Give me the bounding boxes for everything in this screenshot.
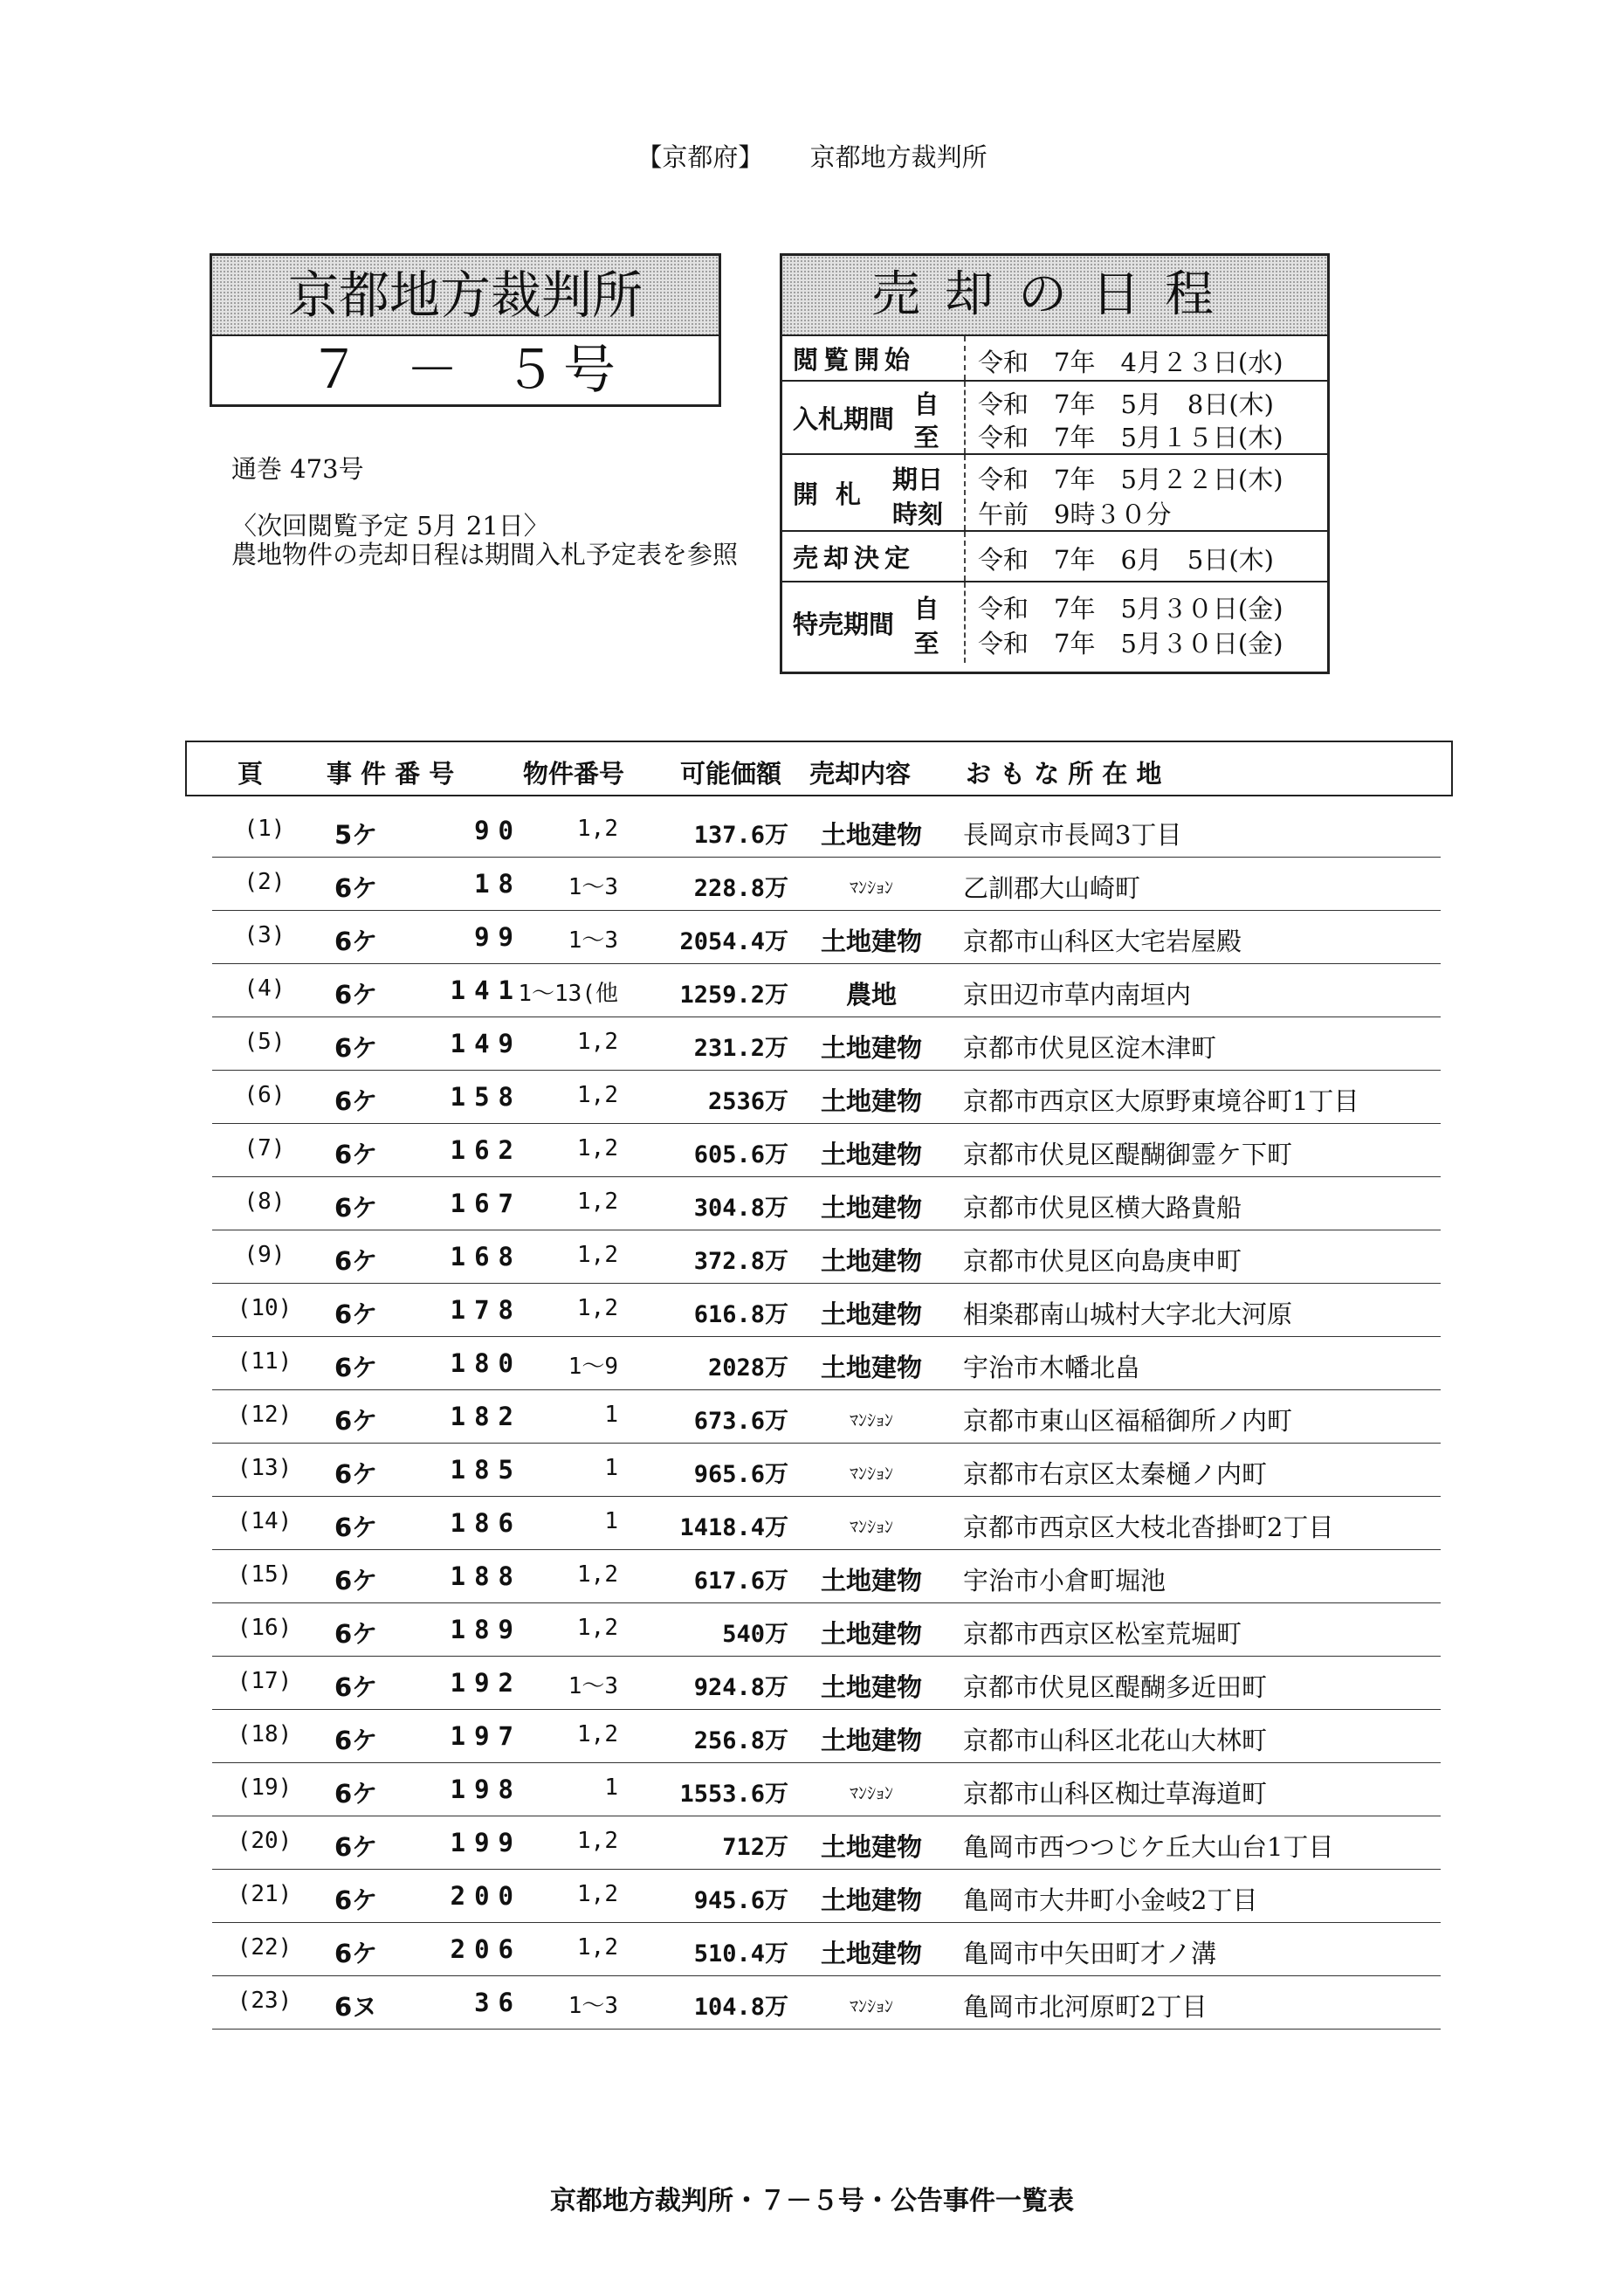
- row-case-number: 178: [450, 1295, 522, 1325]
- table-row: [212, 1496, 1441, 1550]
- row-case-number: 188: [450, 1561, 522, 1591]
- farmland-note: 農地物件の売却日程は期間入札予定表を参照: [231, 540, 739, 569]
- row-case-prefix: 6ヌ: [334, 1992, 378, 2022]
- row-case-prefix: 6ケ: [334, 1726, 378, 1755]
- row-sale-type: 土地建物: [820, 1140, 922, 1169]
- header-price: 可能価額: [680, 759, 782, 789]
- issue-number-a: ７: [308, 340, 368, 401]
- row-price: 510.4万: [693, 1940, 788, 1968]
- row-case-prefix: 6ケ: [334, 1299, 378, 1329]
- schedule-sublabel: 期日: [891, 465, 943, 494]
- schedule-row-viewing: [782, 336, 1327, 382]
- row-item-numbers: 1,2: [577, 816, 618, 842]
- row-sale-type: 農地: [845, 980, 897, 1010]
- row-location: 京都市伏見区醍醐御霊ケ下町: [963, 1140, 1293, 1169]
- schedule-value: 令和 7年 5月３０日(金): [978, 629, 1283, 658]
- row-case-number: 192: [450, 1668, 522, 1698]
- row-item-numbers: 1,2: [577, 1934, 618, 1961]
- row-sale-type: 土地建物: [820, 1939, 922, 1968]
- row-case-number: 99: [474, 922, 522, 952]
- row-price: 712万: [722, 1834, 788, 1861]
- row-location: 京田辺市草内南垣内: [963, 980, 1192, 1010]
- row-price: 2536万: [707, 1088, 788, 1115]
- table-row: [212, 1070, 1441, 1124]
- row-item-numbers: 1～3: [568, 927, 618, 954]
- row-item-numbers: 1: [604, 1402, 618, 1428]
- row-price: 617.6万: [693, 1568, 788, 1595]
- row-page: (22): [237, 1934, 292, 1961]
- row-item-numbers: 1,2: [577, 1295, 618, 1321]
- row-case-number: 186: [450, 1508, 522, 1538]
- table-row: [212, 1975, 1441, 2030]
- row-case-number: 197: [450, 1721, 522, 1751]
- schedule-sublabel: 自: [913, 594, 939, 624]
- row-item-numbers: 1,2: [577, 1828, 618, 1854]
- row-page: (5): [244, 1029, 286, 1055]
- schedule-sublabel: 至: [913, 629, 939, 658]
- volume-number: 通巻 473号: [231, 454, 364, 484]
- row-item-numbers: 1,2: [577, 1082, 618, 1108]
- row-page: (11): [237, 1348, 292, 1375]
- row-item-numbers: 1～9: [568, 1354, 618, 1380]
- schedule-label: 入札期間: [793, 403, 895, 434]
- row-item-numbers: 1～3: [568, 1993, 618, 2019]
- table-row: [212, 1656, 1441, 1710]
- schedule-row-opening: [782, 455, 1327, 532]
- header-item-number: 物件番号: [523, 759, 625, 789]
- row-case-number: 206: [450, 1934, 522, 1964]
- row-item-numbers: 1～13(他: [518, 981, 618, 1007]
- row-sale-type: 土地建物: [820, 1033, 922, 1063]
- row-case-number: 168: [450, 1242, 522, 1271]
- schedule-value: 令和 7年 5月 8日(木): [978, 389, 1274, 419]
- row-page: (2): [244, 869, 286, 895]
- row-sale-type: 土地建物: [820, 1832, 922, 1862]
- row-sale-type: ﾏﾝｼｮﾝ: [850, 1516, 893, 1537]
- row-case-prefix: 6ケ: [334, 1086, 378, 1116]
- row-case-prefix: 6ケ: [334, 927, 378, 956]
- row-sale-type: ﾏﾝｼｮﾝ: [850, 1995, 893, 2016]
- row-price: 2028万: [707, 1354, 788, 1382]
- row-case-number: 36: [474, 1988, 522, 2017]
- row-price: 924.8万: [693, 1674, 788, 1701]
- row-case-prefix: 6ケ: [334, 1353, 378, 1382]
- issue-number: [212, 336, 719, 404]
- table-row: [212, 963, 1441, 1017]
- row-item-numbers: 1: [604, 1508, 618, 1534]
- page-header: [0, 138, 1624, 174]
- row-case-number: 167: [450, 1189, 522, 1218]
- table-row: [212, 1443, 1441, 1497]
- row-page: (23): [237, 1988, 292, 2014]
- row-location: 乙訓郡大山崎町: [963, 873, 1141, 903]
- row-case-number: 158: [450, 1082, 522, 1112]
- row-case-number: 182: [450, 1402, 522, 1431]
- row-price: 104.8万: [693, 1994, 788, 2021]
- row-case-prefix: 6ケ: [334, 1406, 378, 1436]
- row-case-prefix: 6ケ: [334, 1193, 378, 1223]
- table-row: [212, 1230, 1441, 1284]
- court-name: 京都地方裁判所: [212, 256, 719, 336]
- row-sale-type: ﾏﾝｼｮﾝ: [850, 1409, 893, 1430]
- header-location: お も な 所 在 地: [966, 759, 1162, 789]
- row-sale-type: ﾏﾝｼｮﾝ: [850, 1782, 893, 1803]
- row-case-number: 185: [450, 1455, 522, 1485]
- row-sale-type: 土地建物: [820, 820, 922, 850]
- row-case-prefix: 6ケ: [334, 1672, 378, 1702]
- row-location: 相楽郡南山城村大字北大河原: [963, 1299, 1293, 1329]
- row-page: (16): [237, 1615, 292, 1641]
- table-row: [212, 1816, 1441, 1870]
- row-price: 1259.2万: [679, 982, 788, 1009]
- row-location: 宇治市木幡北畠: [963, 1353, 1141, 1382]
- table-row: [212, 1283, 1441, 1337]
- row-price: 372.8万: [693, 1248, 788, 1275]
- issue-number-dash: －: [406, 340, 465, 401]
- row-price: 231.2万: [693, 1035, 788, 1062]
- header-case-number: 事 件 番 号: [327, 759, 455, 789]
- row-case-number: 189: [450, 1615, 522, 1644]
- row-case-prefix: 6ケ: [334, 1566, 378, 1595]
- row-case-prefix: 6ケ: [334, 1459, 378, 1489]
- schedule-value: 午前 9時３０分: [978, 500, 1172, 529]
- row-sale-type: 土地建物: [820, 1619, 922, 1649]
- row-case-prefix: 6ケ: [334, 1779, 378, 1809]
- row-price: 256.8万: [693, 1727, 788, 1754]
- row-sale-type: 土地建物: [820, 1086, 922, 1116]
- row-page: (6): [244, 1082, 286, 1108]
- row-sale-type: 土地建物: [820, 1672, 922, 1702]
- row-location: 亀岡市北河原町2丁目: [963, 1992, 1208, 2022]
- table-row: [212, 803, 1441, 858]
- row-location: 京都市伏見区向島庚申町: [963, 1246, 1242, 1276]
- page-footer: 京都地方裁判所・７－５号・公告事件一覧表: [550, 2186, 1074, 2216]
- schedule-title: 売却の日程: [782, 256, 1327, 336]
- row-case-number: 200: [450, 1881, 522, 1911]
- row-sale-type: 土地建物: [820, 927, 922, 956]
- table-row: [212, 1762, 1441, 1816]
- row-item-numbers: 1,2: [577, 1721, 618, 1747]
- row-location: 京都市右京区太秦樋ノ内町: [963, 1459, 1268, 1489]
- row-item-numbers: 1,2: [577, 1242, 618, 1268]
- schedule-value: 令和 7年 5月３０日(金): [978, 594, 1283, 624]
- schedule-label: 売却決定: [793, 542, 916, 573]
- row-location: 亀岡市西つつじケ丘大山台1丁目: [963, 1832, 1334, 1862]
- row-case-prefix: 6ケ: [334, 1246, 378, 1276]
- schedule-row-decision: [782, 532, 1327, 582]
- row-price: 2054.4万: [679, 928, 788, 955]
- row-page: (19): [237, 1775, 292, 1801]
- row-case-number: 141: [450, 975, 522, 1005]
- row-location: 京都市西京区大枝北沓掛町2丁目: [963, 1513, 1334, 1542]
- row-page: (20): [237, 1828, 292, 1854]
- row-sale-type: 土地建物: [820, 1246, 922, 1276]
- schedule-value: 令和 7年 6月 5日(木): [978, 545, 1274, 575]
- table-row: [212, 910, 1441, 964]
- schedule-row-bidding: [782, 382, 1327, 455]
- row-location: 京都市伏見区醍醐多近田町: [963, 1672, 1268, 1702]
- row-page: (1): [244, 816, 286, 842]
- row-case-prefix: 6ケ: [334, 1033, 378, 1063]
- table-header: [185, 741, 1453, 796]
- row-page: (15): [237, 1561, 292, 1588]
- schedule-sublabel: 自: [913, 389, 939, 419]
- row-case-prefix: 6ケ: [334, 873, 378, 903]
- row-page: (7): [244, 1135, 286, 1161]
- row-location: 宇治市小倉町堀池: [963, 1566, 1166, 1595]
- row-location: 京都市山科区北花山大林町: [963, 1726, 1268, 1755]
- row-case-number: 199: [450, 1828, 522, 1857]
- row-item-numbers: 1～3: [568, 1673, 618, 1699]
- court-title-box: [210, 253, 721, 407]
- table-row: [212, 1176, 1441, 1230]
- row-page: (4): [244, 975, 286, 1002]
- row-case-number: 18: [474, 869, 522, 899]
- table-row: [212, 1922, 1441, 1976]
- row-location: 長岡京市長岡3丁目: [963, 820, 1182, 850]
- row-item-numbers: 1～3: [568, 874, 618, 900]
- header-page: 頁: [237, 759, 264, 789]
- row-price: 1418.4万: [679, 1514, 788, 1541]
- row-page: (18): [237, 1721, 292, 1747]
- table-row: [212, 1869, 1441, 1923]
- row-price: 673.6万: [693, 1408, 788, 1435]
- row-price: 137.6万: [693, 822, 788, 849]
- row-sale-type: 土地建物: [820, 1353, 922, 1382]
- schedule-label: 開札: [793, 479, 879, 509]
- row-item-numbers: 1,2: [577, 1135, 618, 1161]
- row-page: (13): [237, 1455, 292, 1481]
- row-price: 228.8万: [693, 875, 788, 902]
- table-row: [212, 1389, 1441, 1444]
- next-viewing-note: 〈次回閲覧予定 5月 21日〉: [231, 511, 549, 541]
- row-case-number: 180: [450, 1348, 522, 1378]
- table-row: [212, 1602, 1441, 1657]
- schedule-value: 令和 7年 4月２３日(水): [978, 348, 1283, 377]
- table-row: [212, 1123, 1441, 1177]
- schedule-sublabel: 至: [913, 423, 939, 452]
- row-case-prefix: 6ケ: [334, 1939, 378, 1968]
- row-case-number: 198: [450, 1775, 522, 1804]
- row-location: 京都市山科区大宅岩屋殿: [963, 927, 1242, 956]
- row-case-prefix: 6ケ: [334, 1885, 378, 1915]
- row-location: 京都市西京区大原野東境谷町1丁目: [963, 1086, 1359, 1116]
- table-row: [212, 1017, 1441, 1071]
- row-sale-type: 土地建物: [820, 1193, 922, 1223]
- row-item-numbers: 1,2: [577, 1561, 618, 1588]
- row-case-prefix: 6ケ: [334, 980, 378, 1010]
- row-sale-type: 土地建物: [820, 1726, 922, 1755]
- schedule-row-special: [782, 582, 1327, 663]
- row-location: 京都市山科区椥辻草海道町: [963, 1779, 1268, 1809]
- row-price: 616.8万: [693, 1301, 788, 1328]
- row-price: 304.8万: [693, 1195, 788, 1222]
- header-court: 京都地方裁判所: [809, 142, 987, 172]
- row-case-prefix: 6ケ: [334, 1832, 378, 1862]
- issue-number-b: ５号: [504, 340, 623, 401]
- schedule-value: 令和 7年 5月２２日(木): [978, 465, 1283, 494]
- sale-schedule-box: [780, 253, 1330, 674]
- row-case-number: 90: [474, 816, 522, 845]
- row-case-prefix: 5ケ: [334, 820, 378, 850]
- row-page: (21): [237, 1881, 292, 1907]
- table-row: [212, 1709, 1441, 1763]
- row-item-numbers: 1,2: [577, 1881, 618, 1907]
- row-location: 亀岡市大井町小金岐2丁目: [963, 1885, 1258, 1915]
- row-case-number: 162: [450, 1135, 522, 1165]
- row-price: 540万: [722, 1621, 788, 1648]
- row-location: 京都市伏見区淀木津町: [963, 1033, 1217, 1063]
- schedule-value: 令和 7年 5月１５日(木): [978, 423, 1283, 452]
- row-page: (3): [244, 922, 286, 948]
- row-case-prefix: 6ケ: [334, 1619, 378, 1649]
- row-sale-type: 土地建物: [820, 1885, 922, 1915]
- row-case-number: 149: [450, 1029, 522, 1058]
- row-item-numbers: 1,2: [577, 1189, 618, 1215]
- row-sale-type: 土地建物: [820, 1299, 922, 1329]
- table-row: [212, 1336, 1441, 1390]
- row-location: 京都市伏見区横大路貴船: [963, 1193, 1242, 1223]
- row-page: (10): [237, 1295, 292, 1321]
- schedule-label: 特売期間: [793, 609, 895, 639]
- row-page: (12): [237, 1402, 292, 1428]
- row-location: 京都市西京区松室荒堀町: [963, 1619, 1242, 1649]
- table-row: [212, 857, 1441, 911]
- row-page: (8): [244, 1189, 286, 1215]
- row-item-numbers: 1,2: [577, 1029, 618, 1055]
- row-sale-type: 土地建物: [820, 1566, 922, 1595]
- row-sale-type: ﾏﾝｼｮﾝ: [850, 1463, 893, 1484]
- schedule-sublabel: 時刻: [891, 500, 943, 529]
- row-page: (17): [237, 1668, 292, 1694]
- row-case-prefix: 6ケ: [334, 1513, 378, 1542]
- table-row: [212, 1549, 1441, 1603]
- row-location: 亀岡市中矢田町才ノ溝: [963, 1939, 1217, 1968]
- row-page: (14): [237, 1508, 292, 1534]
- row-price: 965.6万: [693, 1461, 788, 1488]
- header-prefecture: 【京都府】: [637, 142, 764, 172]
- row-price: 1553.6万: [679, 1781, 788, 1808]
- row-case-prefix: 6ケ: [334, 1140, 378, 1169]
- schedule-label: 閲覧開始: [793, 344, 916, 375]
- row-page: (9): [244, 1242, 286, 1268]
- row-price: 945.6万: [693, 1887, 788, 1914]
- row-item-numbers: 1,2: [577, 1615, 618, 1641]
- row-item-numbers: 1: [604, 1455, 618, 1481]
- row-sale-type: ﾏﾝｼｮﾝ: [850, 877, 893, 898]
- row-item-numbers: 1: [604, 1775, 618, 1801]
- row-location: 京都市東山区福稲御所ノ内町: [963, 1406, 1293, 1436]
- header-sale-type: 売却内容: [809, 759, 912, 789]
- row-price: 605.6万: [693, 1141, 788, 1168]
